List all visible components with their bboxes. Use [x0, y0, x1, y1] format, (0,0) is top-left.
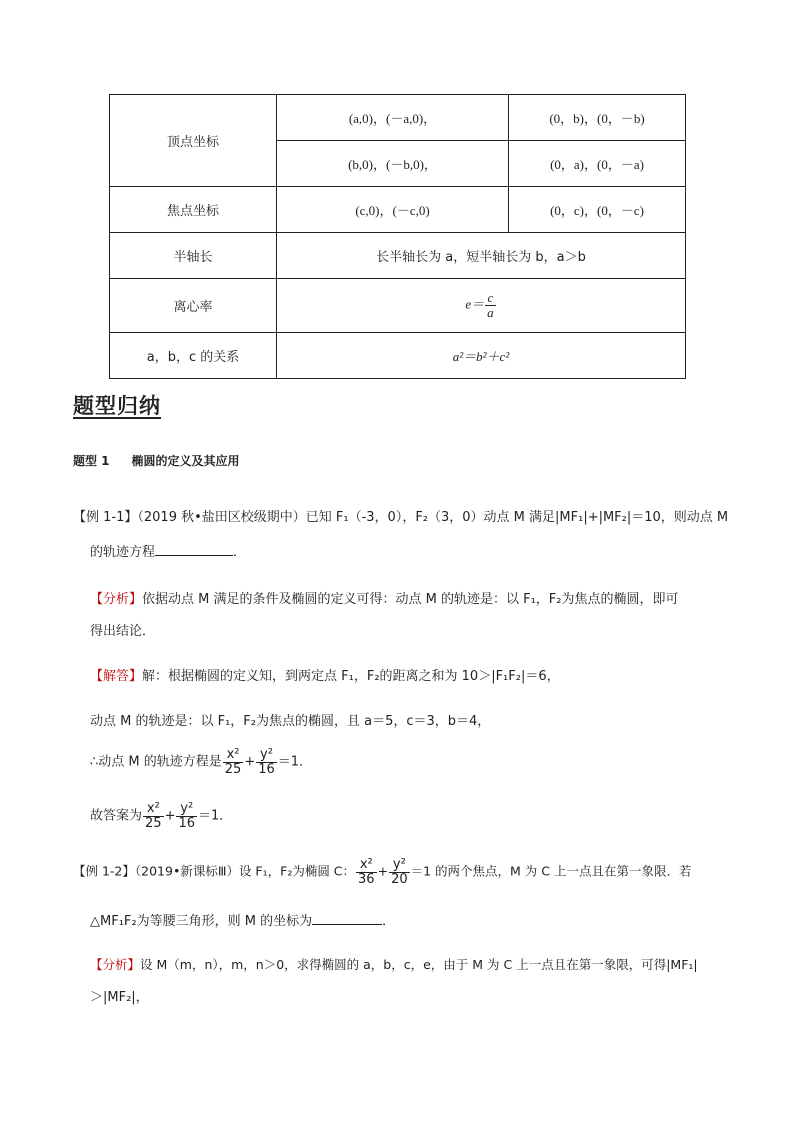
ecc-numerator: c: [487, 290, 494, 306]
frac-num: y²: [392, 857, 406, 872]
example-stem-pre: 设 F₁，F₂为椭圆 C：: [238, 863, 356, 879]
eccentricity-label: 离心率: [110, 279, 277, 333]
frac-num: x²: [226, 747, 240, 762]
focus-label: 焦点坐标: [110, 187, 277, 233]
analysis-text: 依据动点 M 满足的条件及椭圆的定义可得：动点 M 的轨迹是：以 F₁，F₂为焦点的椭圆，即可: [142, 592, 679, 607]
answer-line-1: 解：根据椭圆的定义知，到两定点 F₁，F₂的距离之和为 10＞|F₁F₂|＝6，: [142, 669, 560, 684]
frac-den: 25: [145, 815, 162, 831]
example-1-1-stem: [73, 506, 728, 525]
focus-left: (c,0)，(－c,0): [277, 187, 509, 233]
frac-den: 25: [224, 761, 242, 777]
answer-line-2: 动点 M 的轨迹是：以 F₁，F₂为焦点的椭圆，且 a＝5，c＝3，b＝4，: [90, 714, 491, 729]
example-stem: 已知 F₁（-3，0），F₂（3，0）动点 M 满足|MF₁|+|MF₂|＝10，则动点 M: [305, 510, 729, 525]
fraction-y2-16: [176, 802, 197, 830]
vertex-row1-right: (0，b)，(0，－b): [509, 95, 686, 141]
vertex-row1-left: (a,0)，(－a,0)，: [277, 95, 509, 141]
vertex-label: 顶点坐标: [110, 95, 277, 187]
example-1-1-answer-1: [90, 665, 560, 684]
example-1-1-analysis-cont: [90, 620, 155, 639]
example-1-2-analysis-cont: [90, 986, 149, 1005]
eccentricity-formula: [277, 279, 686, 333]
frac-den: 20: [391, 871, 408, 887]
semi-axis-value: 长半轴长为 a，短半轴长为 b，a＞b: [277, 233, 686, 279]
frac-num: y²: [180, 801, 194, 816]
analysis-text-cont: ＞|MF₂|，: [90, 990, 149, 1005]
relation-value: a²＝b²＋c²: [277, 333, 686, 379]
frac-den: 16: [178, 815, 196, 831]
section-title: 题型归纳: [73, 394, 161, 418]
example-1-1-answer-4: 故答案为 $\frac{\text{x²}}{25}$ + $\frac{\text{y²}}{16}$ ＝1．: [90, 801, 233, 831]
example-tag: 【例 1-1】: [73, 510, 138, 525]
type-heading: [73, 452, 240, 469]
fraction-y2-20: [389, 858, 410, 886]
frac-den: 36: [358, 871, 375, 887]
focus-right: (0，c)，(0，－c): [509, 187, 686, 233]
example-1-2-stem: 【例 1-2】（2019•新课标Ⅲ）设 F₁，F₂为椭圆 C： $\frac{\text{x²}}{36}$ + $\frac{\text{y²}}{20}$ ＝1 的两个焦点，M 为 C 上一点且在第一象限．若: [73, 857, 692, 887]
analysis-text-cont: 得出结论．: [90, 624, 156, 639]
answer-line-4-post: ＝1．: [198, 808, 233, 824]
frac-den: 16: [258, 761, 275, 777]
fraction-x2-36: [356, 858, 377, 886]
frac-num: y²: [260, 747, 273, 762]
answer-blank: [155, 543, 233, 556]
stem-cont-text: △MF₁F₂为等腰三角形，则 M 的坐标为: [90, 914, 313, 929]
answer-line-3-post: ＝1．: [277, 754, 313, 770]
example-1-1-stem-cont: [90, 541, 246, 560]
fraction-x2-25: [223, 748, 244, 776]
answer-tag: 【解答】: [90, 669, 143, 684]
type-title: 椭圆的定义及其应用: [131, 454, 240, 468]
stem-cont-text: 的轨迹方程: [90, 545, 156, 560]
fraction-x2-25: [143, 802, 164, 830]
example-1-1-analysis: [90, 588, 679, 607]
vertex-row2-left: (b,0)，(－b,0)，: [277, 141, 509, 187]
analysis-tag: 【分析】: [90, 957, 141, 972]
semi-axis-label: 半轴长: [110, 233, 277, 279]
example-1-2-stem-cont: [90, 910, 395, 929]
ecc-lhs: e＝: [465, 297, 485, 312]
example-1-1-answer-2: [90, 710, 490, 729]
relation-label: a，b，c 的关系: [110, 333, 277, 379]
example-source: （2019•新课标Ⅲ）: [134, 863, 239, 879]
stem-end: ．: [233, 545, 247, 560]
example-source: （2019 秋•盐田区校级期中）: [137, 510, 306, 525]
example-1-2-analysis: [90, 955, 698, 973]
answer-line-4-pre: 故答案为: [90, 808, 143, 824]
ecc-denominator: a: [487, 305, 494, 320]
analysis-text: 设 M（m，n），m，n＞0，求得椭圆的 a，b，c，e，由于 M 为 C 上一点且在第一象限，可得|MF₁|: [140, 957, 698, 972]
example-tag: 【例 1-2】: [73, 863, 135, 879]
frac-num: x²: [359, 857, 373, 872]
example-1-1-answer-3: ∴动点 M 的轨迹方程是 $\frac{\text{x²}}{25}$ + $\frac{\text{y²}}{16}$ ＝1．: [90, 747, 313, 777]
answer-blank: [312, 912, 382, 925]
answer-line-3-pre: ∴动点 M 的轨迹方程是: [90, 754, 222, 770]
example-stem-post: ＝1 的两个焦点，M 为 C 上一点且在第一象限．若: [410, 863, 692, 879]
type-label: 题型 1: [73, 454, 110, 468]
stem-end: ．: [382, 914, 396, 929]
ecc-fraction: [485, 291, 496, 319]
vertex-row2-right: (0，a)，(0，－a): [509, 141, 686, 187]
analysis-tag: 【分析】: [90, 592, 143, 607]
ellipse-properties-table: [109, 94, 686, 379]
frac-num: x²: [146, 801, 160, 816]
fraction-y2-16: [256, 748, 277, 776]
